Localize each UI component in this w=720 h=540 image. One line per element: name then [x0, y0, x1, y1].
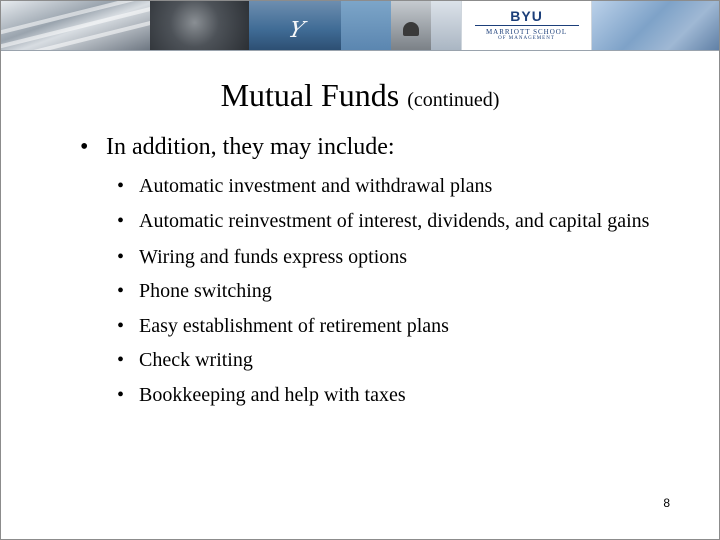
- logo-sub-text: OF MANAGEMENT: [498, 35, 555, 41]
- slide-title-sub: (continued): [407, 89, 500, 111]
- bullet-icon: •: [117, 314, 125, 337]
- y-mountain-icon: Y: [285, 18, 308, 43]
- list-item: [117, 172, 657, 201]
- banner-photo-building: [0, 0, 150, 50]
- bullet-icon: •: [117, 383, 125, 406]
- byu-marriott-logo: [461, 0, 593, 50]
- list-item-text: Easy establishment of retirement plans: [139, 314, 449, 337]
- banner-photo-campus: [592, 0, 720, 50]
- logo-school-text: MARRIOTT SCHOOL: [485, 27, 568, 36]
- feature-list: [117, 172, 657, 415]
- list-item: [117, 243, 657, 272]
- slide-title-main: Mutual Funds: [220, 77, 400, 113]
- list-item: [117, 312, 657, 341]
- bell-icon: [403, 22, 419, 36]
- bullet-icon: •: [117, 175, 125, 197]
- logo-byu-text: BYU: [510, 7, 543, 24]
- list-item-text: Automatic reinvestment of interest, dividends, and capital gains: [139, 210, 650, 232]
- bullet-icon: •: [117, 280, 125, 302]
- list-item: [117, 381, 657, 410]
- banner-photo-bell: [391, 0, 431, 50]
- bullet-icon: •: [117, 209, 125, 232]
- slide-title: [0, 76, 720, 119]
- bullet-icon: •: [117, 245, 125, 268]
- list-item-text: Check writing: [139, 349, 253, 371]
- banner-photo-y-mountain: [249, 0, 341, 50]
- bullet-icon: •: [80, 134, 89, 160]
- banner-photo-light: [431, 0, 461, 50]
- page-number: 8: [663, 496, 670, 510]
- intro-bullet: [80, 131, 680, 163]
- intro-bullet-text: In addition, they may include:: [106, 134, 395, 160]
- banner-photo-sky: [341, 0, 391, 50]
- header-banner: [0, 0, 720, 51]
- list-item-text: Bookkeeping and help with taxes: [139, 383, 406, 406]
- logo-divider: [475, 25, 579, 26]
- bullet-icon: •: [117, 349, 125, 371]
- list-item-text: Automatic investment and withdrawal plans: [139, 175, 493, 197]
- list-item: [117, 277, 657, 306]
- list-item-text: Wiring and funds express options: [139, 245, 408, 268]
- banner-photo-statue: [150, 0, 250, 50]
- list-item-text: Phone switching: [139, 280, 272, 302]
- list-item: [117, 207, 657, 238]
- list-item: [117, 346, 657, 375]
